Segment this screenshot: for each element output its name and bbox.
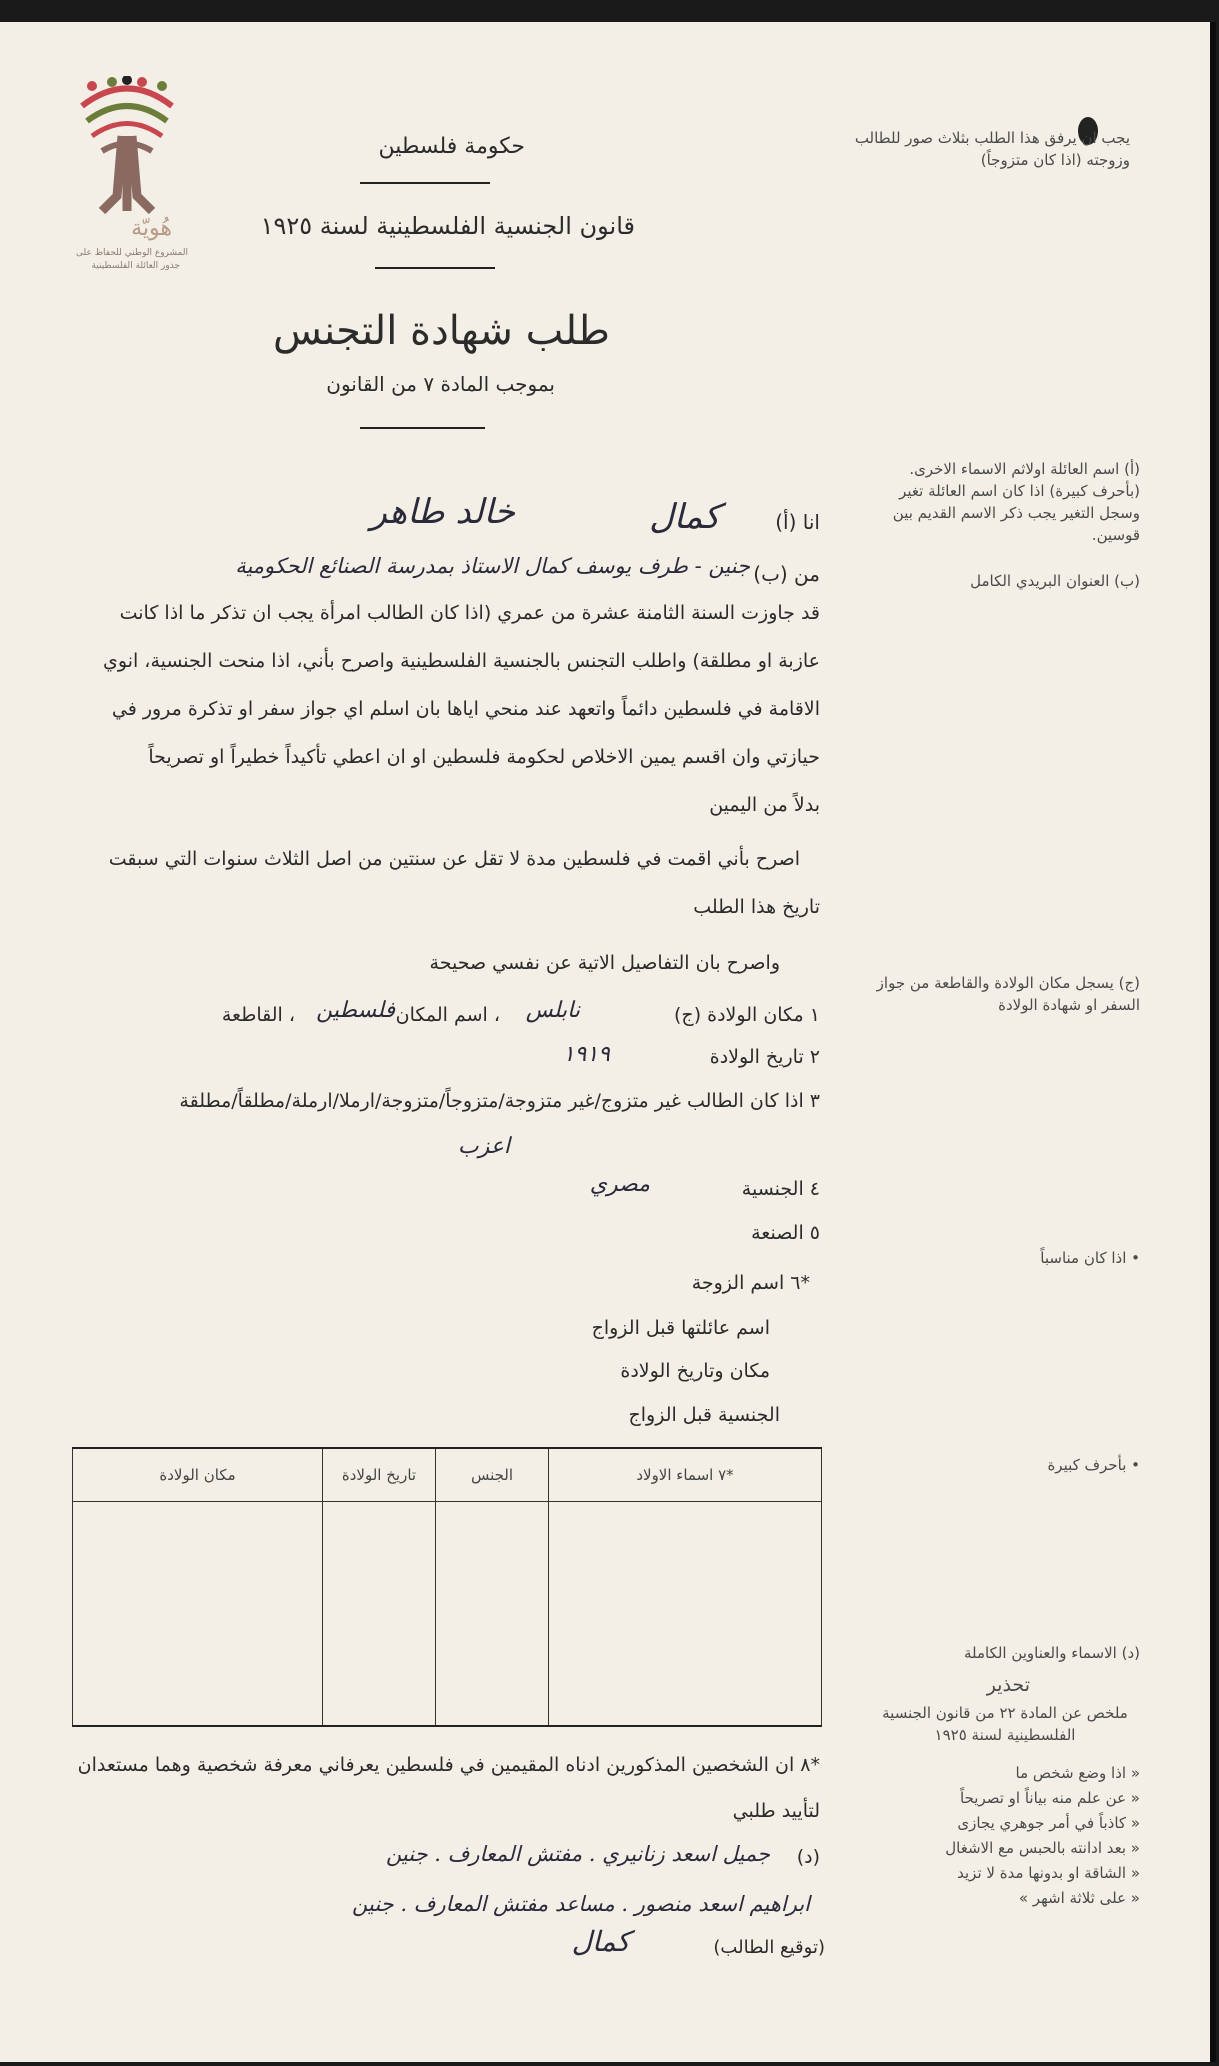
- side-note-b: (ب) العنوان البريدي الكامل: [970, 572, 1140, 590]
- column-header: الجنس: [436, 1448, 549, 1502]
- declaration-line: بدلاً من اليمين: [709, 794, 820, 816]
- item6-a: اسم عائلتها قبل الزواج: [591, 1317, 770, 1339]
- item8-line: *٨ ان الشخصين المذكورين ادناه المقيمين في فلسطين يعرفاني معرفة شخصية وهما مستعدان: [77, 1754, 820, 1776]
- item6-label: *٦ اسم الزوجة: [691, 1272, 810, 1294]
- warning-line: « عن علم منه بياناً او تصريحاً: [960, 1789, 1140, 1807]
- warning-line: « اذا وضع شخص ما: [1015, 1764, 1140, 1782]
- heritage-logo: [72, 76, 188, 276]
- declaration-line: حيازتي وان اقسم يمين الاخلاص لحكومة فلسطين او ان اعطي تأكيداً خطيراً او تصريحاً: [148, 746, 820, 768]
- d-label: (د): [796, 1846, 820, 1868]
- item6-b: مكان وتاريخ الولادة: [620, 1360, 770, 1382]
- table-cell: [436, 1502, 549, 1727]
- form-subtitle: بموجب المادة ٧ من القانون: [326, 372, 555, 396]
- side-note-if-applicable: • اذا كان مناسباً: [1040, 1249, 1140, 1267]
- first-name: كمال: [649, 497, 720, 537]
- warning-line: « كاذباً في أمر جوهري يجازى: [957, 1814, 1140, 1832]
- item6-c: الجنسية قبل الزواج: [628, 1404, 780, 1426]
- item3-label: ٣ اذا كان الطالب غير متزوج/غير متزوجة/متزوجاً/متزوجة/ارملا/ارملة/مطلقاً/مطلقة: [179, 1090, 820, 1112]
- item5-label: ٥ الصنعة: [751, 1222, 820, 1244]
- declaration-line: قد جاوزت السنة الثامنة عشرة من عمري (اذا كان الطالب امرأة يجب ان تذكر ما اذا كانت: [119, 602, 820, 624]
- side-note-d: (د) الاسماء والعناوين الكاملة: [963, 1644, 1140, 1662]
- government-heading: حكومة فلسطين: [378, 134, 525, 159]
- column-header: مكان الولادة: [73, 1448, 323, 1502]
- children-table: [72, 1447, 822, 1727]
- place-name: فلسطين: [316, 998, 395, 1023]
- declaration-line: عازبة او مطلقة) واطلب التجنس بالجنسية الفلسطينية واصرح بأني، اذا منحت الجنسية، انوي: [103, 650, 820, 672]
- warning-line: « بعد ادانته بالحبس مع الاشغال: [945, 1839, 1140, 1857]
- column-header: تاريخ الولادة: [323, 1448, 436, 1502]
- referee-2: ابراهيم اسعد منصور . مساعد مفتش المعارف . جنين: [352, 1892, 810, 1916]
- law-heading: قانون الجنسية الفلسطينية لسنة ١٩٢٥: [260, 212, 635, 240]
- header-rule-2: [375, 267, 495, 269]
- item4-label: ٤ الجنسية: [741, 1178, 820, 1200]
- declare-heading: واصرح بان التفاصيل الاتية عن نفسي صحيحة: [429, 952, 780, 974]
- warning-intro: ملخص عن المادة ٢٢ من قانون الجنسية الفلسطينية لسنة ١٩٢٥: [882, 1704, 1128, 1744]
- item1-mid: ، اسم المكان: [395, 1004, 500, 1026]
- header-rule-1: [360, 182, 490, 184]
- ana-label: انا (أ): [775, 510, 820, 534]
- table-cell: [73, 1502, 323, 1727]
- form-title: طلب شهادة التجنس: [273, 308, 610, 354]
- logo-tagline-1: المشروع الوطني للحفاظ على: [75, 248, 188, 258]
- item1-end: ، القاطعة: [221, 1004, 295, 1026]
- item8-line: لتأييد طلبي: [732, 1800, 820, 1822]
- children-table-header: [73, 1448, 822, 1502]
- logo-tagline-2: جذور العائلة الفلسطينية: [91, 261, 180, 271]
- birthplace: نابلس: [525, 998, 580, 1023]
- residence-line: اصرح بأني اقمت في فلسطين مدة لا تقل عن سنتين من اصل الثلاث سنوات التي سبقت: [108, 848, 800, 870]
- table-cell: [323, 1502, 436, 1727]
- logo-name: هُويّة: [131, 216, 172, 241]
- applicant-signature: كمال: [571, 1925, 630, 1958]
- side-note-c: (ج) يسجل مكان الولادة والقاطعة من جواز السفر او شهادة الولادة: [876, 974, 1140, 1014]
- referee-1: جميل اسعد زنانيري . مفتش المعارف . جنين: [385, 1842, 770, 1866]
- table-cell: [549, 1502, 822, 1727]
- residence-line: تاريخ هذا الطلب: [693, 896, 820, 918]
- item2-label: ٢ تاريخ الولادة: [709, 1046, 820, 1068]
- warning-line: « الشاقة او بدونها مدة لا تزيد: [957, 1864, 1140, 1882]
- tree-people-icon: [72, 76, 182, 216]
- nationality: مصري: [589, 1172, 650, 1197]
- item1-label: ١ مكان الولادة (ج): [674, 1004, 820, 1026]
- marital-status: اعزب: [457, 1134, 510, 1159]
- side-note-a: (أ) اسم العائلة اولاثم الاسماء الاخرى. (بأحرف كبيرة) اذا كان اسم العائلة تغير وسجل التغير يجب ذكر الاسم القديم بين قوسين.: [892, 460, 1140, 544]
- side-note-photos: يجب ان يرفق هذا الطلب بثلاث صور للطالب وزوجته (اذا كان متزوجاً): [854, 129, 1130, 169]
- document-page: [0, 22, 1216, 2062]
- warning-title: تحذير: [986, 1674, 1030, 1696]
- warning-line: « على ثلاثة اشهر »: [1018, 1889, 1140, 1907]
- column-header: *٧ اسماء الاولاد: [549, 1448, 822, 1502]
- signature-label: (توقيع الطالب): [713, 1937, 825, 1958]
- address: جنين - طرف يوسف كمال الاستاذ بمدرسة الصنائع الحكومية: [235, 554, 750, 578]
- table-row: [73, 1502, 822, 1727]
- min-label: من (ب): [753, 562, 820, 586]
- birth-year: ١٩١٩: [562, 1042, 610, 1067]
- header-rule-3: [360, 427, 485, 429]
- declaration-line: الاقامة في فلسطين دائماً واتعهد عند منحي اياها بان اسلم اي جواز سفر او تذكرة مرور في: [111, 698, 820, 720]
- family-name: خالد طاهر: [370, 492, 515, 532]
- side-note-capitals: • بأحرف كبيرة: [1047, 1456, 1140, 1474]
